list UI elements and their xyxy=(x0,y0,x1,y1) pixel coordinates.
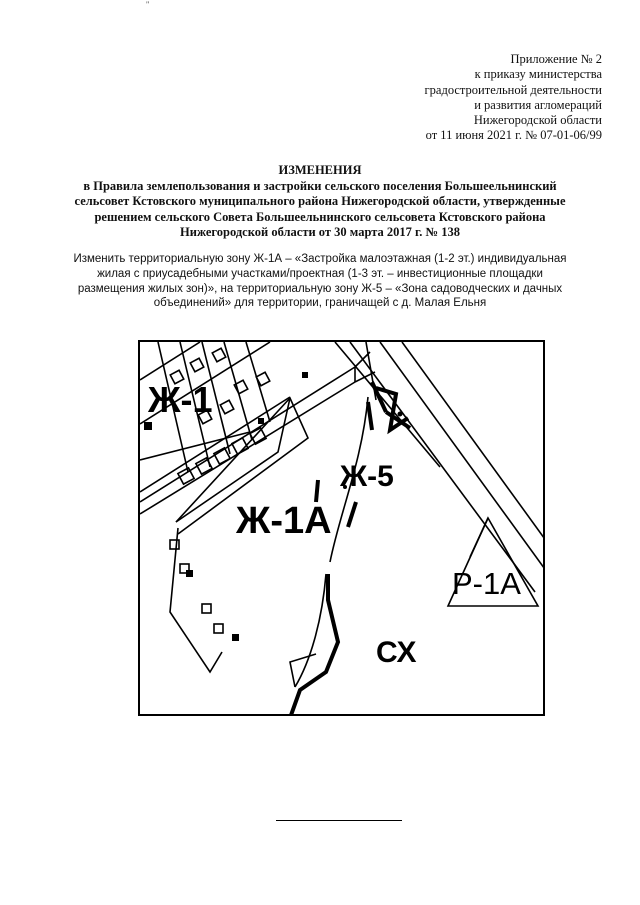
zone-label-zh5: Ж-5 xyxy=(340,460,394,493)
body-line: жилая с приусадебными участками/проектная (1-3 эт. – инвестиционные площадки xyxy=(97,267,543,280)
appendix-line: Нижегородской области xyxy=(473,113,602,128)
document-heading xyxy=(70,163,570,241)
heading-line: Нижегородской области от 30 марта 2017 г. № 138 xyxy=(180,225,460,239)
zone-label-r1a: Р-1А xyxy=(452,566,521,601)
zone-label-zh1a: Ж-1А xyxy=(236,500,332,542)
body-line: объединений» для территории, граничащей с д. Малая Ельня xyxy=(153,297,487,310)
appendix-line: градостроительной деятельности xyxy=(424,82,602,97)
appendix-line: от 11 июня 2021 г. № 07-01-06/99 xyxy=(425,128,602,143)
change-description xyxy=(60,252,580,311)
footer-divider xyxy=(276,820,402,821)
document-title: ИЗМЕНЕНИЯ xyxy=(278,163,362,177)
heading-line: решением сельского Совета Большеельнинского сельсовета Кстовского района xyxy=(94,209,546,224)
zone-label-zh1: Ж-1 xyxy=(148,379,213,420)
appendix-line: к приказу министерства xyxy=(474,67,602,82)
appendix-line: и развития агломераций xyxy=(474,97,602,112)
appendix-block xyxy=(425,52,602,144)
zoning-map xyxy=(138,340,545,716)
zone-label-sx: СХ xyxy=(376,636,417,669)
body-line: Изменить территориальную зону Ж-1А – «Застройка малоэтажная (1-2 эт.) индивидуальная xyxy=(73,253,567,265)
scan-mark: " xyxy=(146,0,150,9)
appendix-line: Приложение № 2 xyxy=(510,52,602,66)
body-line: размещения жилых зон)», на территориальную зону Ж-5 – «Зона садоводческих и дачных xyxy=(77,282,563,295)
heading-line: сельсовет Кстовского муниципального района Нижегородской области, утвержденные xyxy=(74,194,566,208)
heading-line: в Правила землепользования и застройки сельского поселения Большеельнинский xyxy=(83,178,557,193)
